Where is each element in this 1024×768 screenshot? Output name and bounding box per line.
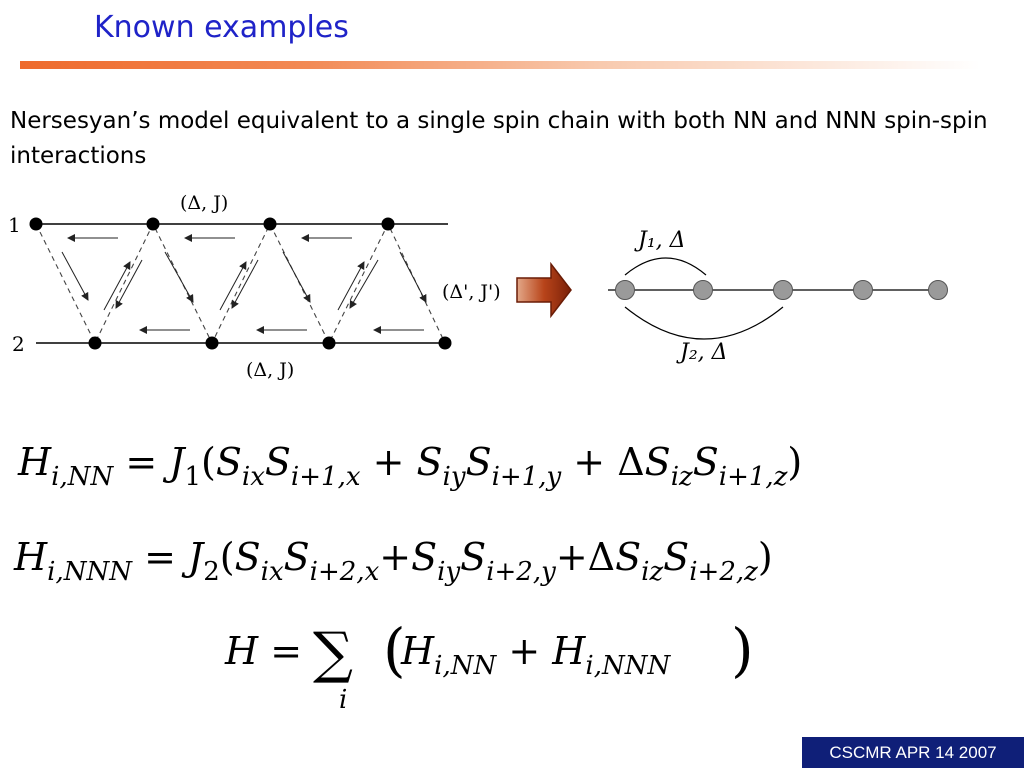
slide-title: Known examples <box>94 10 349 45</box>
row2-label: 2 <box>12 332 25 356</box>
nnn-coupling-label: J₂, Δ <box>680 340 728 365</box>
equation-h-total <box>215 618 775 718</box>
slide-body-text: Nersesyan’s model equivalent to a single spin chain with both NN and NNN spin-spin interactions <box>10 108 988 169</box>
rung-coupling-label: (Δ', J') <box>442 281 501 303</box>
spin-arrows <box>62 238 426 330</box>
chain-diagram <box>600 215 960 375</box>
bottom-coupling-label: (Δ, J) <box>246 359 295 381</box>
footer-badge: CSCMR APR 14 2007 <box>802 737 1024 768</box>
equation-h-nn <box>10 430 980 500</box>
svg-text:Hi,NN = J1(SixSi+1,x + SiySi+1: $H_{i,NN} = J_1(S_{ix}S_{i+1,x} + S_{iy}S_{i+1,y} + \Delta S_{iz}S_{i+1,z})$ <box>18 440 803 492</box>
row1-label: 1 <box>8 213 21 237</box>
top-coupling-label: (Δ, J) <box>180 192 229 214</box>
svg-text:i: i <box>339 685 348 715</box>
zigzag-bonds <box>36 224 445 343</box>
ladder-diagram <box>0 180 520 390</box>
nnn-bond-arc <box>625 307 783 339</box>
svg-text:H =: H = <box>225 629 303 673</box>
nn-bond-arc <box>625 258 706 275</box>
svg-text:(: ( <box>383 618 406 684</box>
svg-text:∑: ∑ <box>313 621 353 686</box>
right-arrow-icon <box>515 262 575 322</box>
equation-h-nnn <box>6 530 986 600</box>
svg-text:Hi,NN + Hi,NNN: $H_{i,NN} + H_{i,NNN}$ <box>401 629 671 681</box>
nn-coupling-label: J₁, Δ <box>638 228 686 253</box>
svg-text:Hi,NNN = J2(SixSi+2,x+SiySi+2,: $H_{i,NNN} = J_2(S_{ix}S_{i+2,x}+S_{iy}S_{i+2,y}+\Delta S_{iz}S_{i+2,z})$ <box>14 535 773 587</box>
title-underline <box>20 61 980 69</box>
svg-text:): ) <box>731 618 754 684</box>
